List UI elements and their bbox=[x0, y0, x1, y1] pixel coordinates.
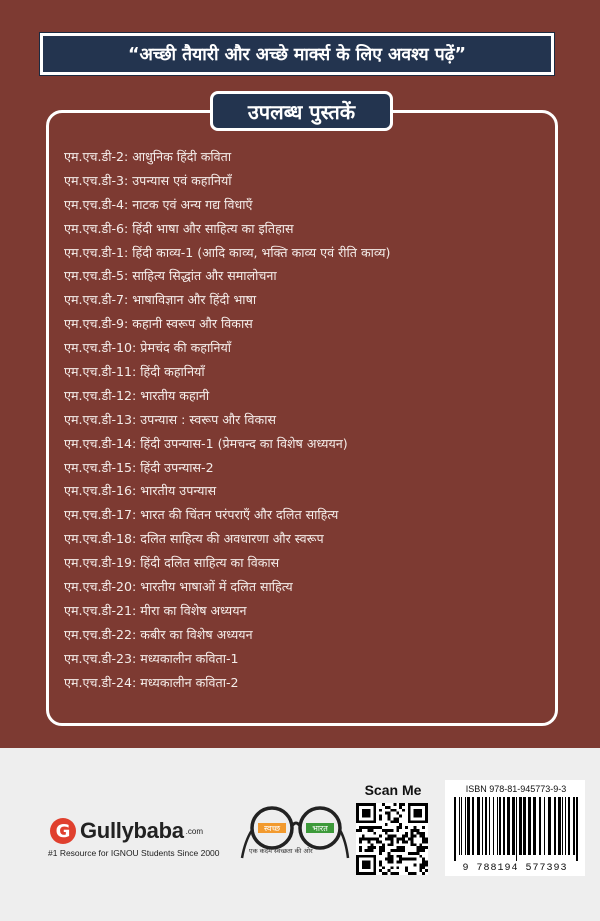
book-code: एम.एच.डी-5: bbox=[64, 268, 129, 284]
book-list-item bbox=[64, 217, 550, 241]
book-list bbox=[64, 145, 550, 694]
book-title: साहित्य सिद्धांत और समालोचना bbox=[132, 268, 277, 284]
book-code: एम.एच.डी-12: bbox=[64, 387, 137, 403]
book-title: उपन्यास : स्वरूप और विकास bbox=[140, 411, 276, 427]
book-list-item bbox=[64, 671, 550, 695]
book-list-item bbox=[64, 599, 550, 623]
book-list-item bbox=[64, 479, 550, 503]
book-title: प्रेमचंद की कहानियाँ bbox=[140, 340, 232, 356]
book-title: मध्यकालीन कविता-2 bbox=[140, 674, 239, 690]
book-title: हिंदी काव्य-1 (आदि काव्य, भक्ति काव्य एवं रीति काव्य) bbox=[132, 244, 391, 260]
swachh-bharat-logo-icon bbox=[240, 806, 350, 866]
book-code: एम.एच.डी-18: bbox=[64, 531, 137, 547]
isbn-label: ISBN 978-81-945773-9-3 bbox=[465, 784, 567, 794]
book-list-item bbox=[64, 408, 550, 432]
book-code: एम.एच.डी-22: bbox=[64, 626, 137, 642]
book-title: कबीर का विशेष अध्ययन bbox=[140, 626, 253, 642]
gullybaba-logo bbox=[50, 817, 203, 845]
book-code: एम.एच.डी-6: bbox=[64, 220, 129, 236]
book-list-item bbox=[64, 575, 550, 599]
book-title: हिंदी दलित साहित्य का विकास bbox=[140, 555, 280, 571]
book-list-item bbox=[64, 169, 550, 193]
book-title: नाटक एवं अन्य गद्य विधाएँ bbox=[132, 196, 253, 212]
book-code: एम.एच.डी-13: bbox=[64, 411, 137, 427]
book-title: हिंदी भाषा और साहित्य का इतिहास bbox=[132, 220, 294, 236]
book-code: एम.एच.डी-16: bbox=[64, 483, 137, 499]
book-code: एम.एच.डी-15: bbox=[64, 459, 137, 475]
book-title: भारतीय उपन्यास bbox=[140, 483, 217, 499]
brand-suffix: .com bbox=[185, 826, 204, 836]
brand-tagline: #1 Resource for IGNOU Students Since 2000 bbox=[48, 848, 220, 858]
book-code: एम.एच.डी-24: bbox=[64, 674, 137, 690]
book-list-item bbox=[64, 312, 550, 336]
book-code: एम.एच.डी-11: bbox=[64, 364, 137, 380]
scan-me-label: Scan Me bbox=[364, 782, 422, 798]
book-list-item bbox=[64, 527, 550, 551]
barcode-number: 9 788194 577393 bbox=[462, 863, 568, 874]
barcode-icon bbox=[452, 797, 580, 861]
book-code: एम.एच.डी-20: bbox=[64, 579, 137, 595]
book-list-item bbox=[64, 623, 550, 647]
book-title: कहानी स्वरूप और विकास bbox=[132, 316, 253, 332]
book-list-item bbox=[64, 647, 550, 671]
book-title: हिंदी कहानियाँ bbox=[140, 364, 205, 380]
book-code: एम.एच.डी-4: bbox=[64, 196, 129, 212]
book-code: एम.एच.डी-10: bbox=[64, 340, 137, 356]
book-title: आधुनिक हिंदी कविता bbox=[132, 149, 232, 164]
logo-g-icon: G bbox=[50, 818, 76, 844]
book-code: एम.एच.डी-9: bbox=[64, 316, 129, 332]
slogan-text: “अच्छी तैयारी और अच्छे मार्क्स के लिए अवश्य पढ़ें” bbox=[127, 45, 467, 65]
slogan-banner bbox=[40, 33, 554, 75]
qr-code-icon[interactable] bbox=[356, 803, 428, 875]
book-list-item bbox=[64, 551, 550, 575]
book-title: दलित साहित्य की अवधारणा और स्वरूप bbox=[140, 531, 324, 547]
book-title: उपन्यास एवं कहानियाँ bbox=[132, 172, 232, 188]
book-list-item bbox=[64, 288, 550, 312]
book-code: एम.एच.डी-19: bbox=[64, 555, 137, 571]
book-list-item bbox=[64, 503, 550, 527]
book-code: एम.एच.डी-3: bbox=[64, 172, 129, 188]
panel-title bbox=[210, 91, 393, 131]
book-list-item bbox=[64, 360, 550, 384]
book-title: भारतीय कहानी bbox=[140, 387, 210, 403]
book-list-item bbox=[64, 432, 550, 456]
book-code: एम.एच.डी-7: bbox=[64, 292, 129, 308]
book-list-item bbox=[64, 384, 550, 408]
book-title: भाषाविज्ञान और हिंदी भाषा bbox=[132, 292, 257, 308]
book-code: एम.एच.डी-17: bbox=[64, 507, 137, 523]
book-code: एम.एच.डी-14: bbox=[64, 435, 137, 451]
book-list-item bbox=[64, 336, 550, 360]
book-list-item bbox=[64, 456, 550, 480]
book-title: मीरा का विशेष अध्ययन bbox=[140, 602, 247, 618]
book-code: एम.एच.डी-1: bbox=[64, 244, 129, 260]
book-code: एम.एच.डी-23: bbox=[64, 650, 137, 666]
swachh-tagline: एक कदम स्वच्छता की ओर bbox=[249, 847, 313, 855]
book-list-item bbox=[64, 193, 550, 217]
book-code: एम.एच.डी-2: bbox=[64, 149, 129, 164]
swachh-word-1: स्वच्छ bbox=[263, 824, 281, 833]
book-title: हिंदी उपन्यास-1 (प्रेमचन्द का विशेष अध्ययन) bbox=[140, 435, 348, 451]
book-title: भारतीय भाषाओं में दलित साहित्य bbox=[140, 579, 293, 595]
book-list-item bbox=[64, 145, 550, 169]
book-title: भारत की चिंतन परंपराएँ और दलित साहित्य bbox=[140, 507, 339, 523]
swachh-word-2: भारत bbox=[312, 824, 328, 833]
panel-title-text: उपलब्ध पुस्तकें bbox=[247, 99, 356, 124]
book-title: हिंदी उपन्यास-2 bbox=[140, 459, 214, 475]
book-list-item bbox=[64, 264, 550, 288]
book-list-item bbox=[64, 241, 550, 265]
book-code: एम.एच.डी-21: bbox=[64, 602, 137, 618]
book-title: मध्यकालीन कविता-1 bbox=[140, 650, 239, 666]
brand-name: Gullybaba bbox=[80, 818, 184, 843]
